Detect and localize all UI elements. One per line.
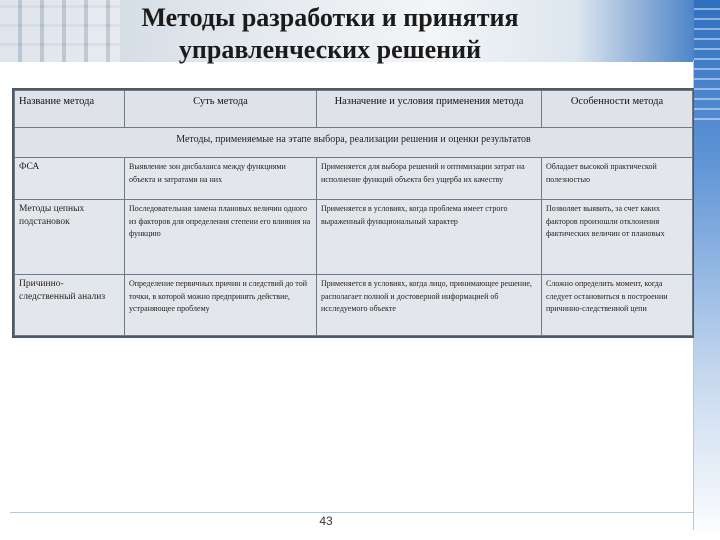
table-row — [15, 158, 693, 200]
header-method-essence: Суть метода — [125, 91, 317, 128]
slide-title-line-1: Методы разработки и принятия — [141, 3, 519, 32]
cell-method: Методы цепных подстановок — [15, 200, 125, 275]
cell-purpose: Применяется в условиях, когда лицо, принимающее решение, располагает полной и достоверной информацией об исследуемого объекте — [317, 275, 542, 336]
page-number: 43 — [319, 514, 333, 528]
header-method-purpose: Назначение и условия применения метода — [317, 91, 542, 128]
table-row — [15, 200, 693, 275]
cell-features: Обладает высокой практической полезностью — [542, 158, 693, 200]
right-accent-pattern — [694, 0, 720, 120]
cell-essence: Определение первичных причин и следствий до той точки, в которой можно предпринять действие, устраняющее проблему — [125, 275, 317, 336]
slide-title — [0, 2, 660, 66]
cell-essence: Последовательная замена плановых величин одного из факторов для определения степени его влияния на функцию — [125, 200, 317, 275]
cell-method: Причинно-следственный анализ — [15, 275, 125, 336]
table-section-row — [15, 128, 693, 158]
footer-divider — [10, 512, 694, 513]
cell-purpose: Применяется для выбора решений и оптимизации затрат на исполнение функций объекта без ущерба их качеству — [317, 158, 542, 200]
header-method-features: Особенности метода — [542, 91, 693, 128]
header-method-name: Название метода — [15, 91, 125, 128]
table-header-row — [15, 91, 693, 128]
cell-features: Сложно определить момент, когда следует остановиться в построении причинно-следственной цепи — [542, 275, 693, 336]
table-row — [15, 275, 693, 336]
slide-title-line-2: управленческих решений — [178, 35, 482, 64]
cell-purpose: Применяется в условиях, когда проблема имеет строго выраженный функциональный характер — [317, 200, 542, 275]
cell-method: ФСА — [15, 158, 125, 200]
cell-essence: Выявление зон дисбаланса между функциями объекта и затратами на них — [125, 158, 317, 200]
section-label: Методы, применяемые на этапе выбора, реализации решения и оценки результатов — [15, 128, 693, 158]
cell-features: Позволяет выявить, за счет каких факторов произошли отклонения фактических величин от плановых — [542, 200, 693, 275]
methods-table — [12, 88, 694, 338]
